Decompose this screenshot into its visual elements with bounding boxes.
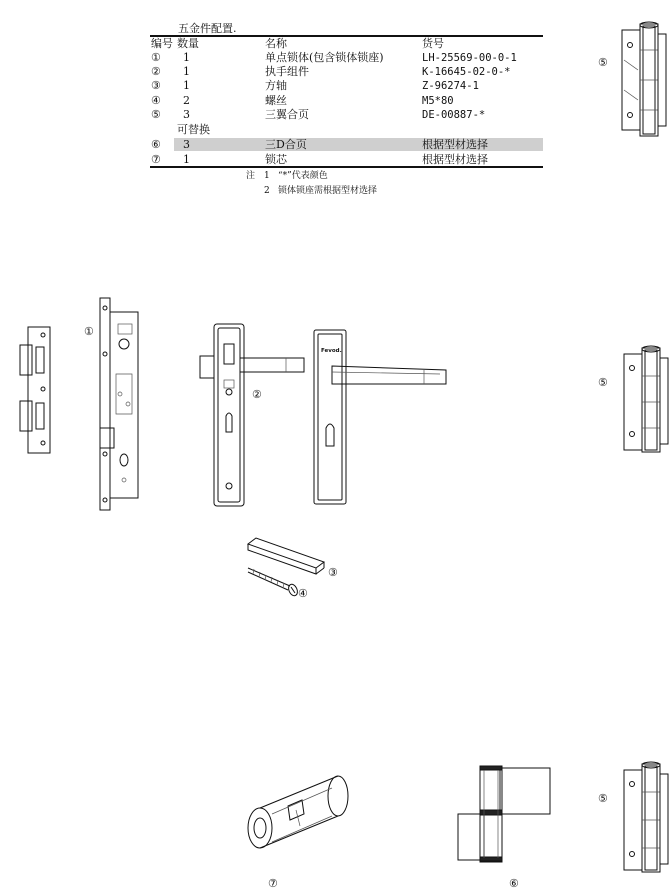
row-num: ② (151, 65, 161, 78)
row-code: DE-00887-* (422, 109, 486, 121)
row-qty: 1 (183, 51, 190, 64)
callout-7: ⑦ (268, 877, 278, 890)
row-name: 三翼合页 (265, 108, 309, 121)
row-num: ① (151, 51, 161, 64)
row-code: LH-25569-00-0-1 (422, 52, 517, 64)
header-name: 名称 (265, 37, 287, 50)
row-name: 执手组件 (265, 65, 309, 78)
row-code: Z-96274-1 (422, 80, 479, 92)
three-wing-hinge-drawing-top (610, 20, 670, 140)
callout-4: ④ (298, 587, 308, 600)
table-bottom-rule (150, 166, 543, 168)
row-num: ⑥ (151, 138, 161, 151)
callout-6: ⑥ (509, 877, 519, 890)
row-code: 根据型材选择 (422, 153, 488, 166)
brand-logo: Fevod. (321, 348, 342, 354)
row-name: 螺丝 (265, 94, 287, 107)
row-name: 锁芯 (265, 153, 287, 166)
row-num: ⑤ (151, 108, 161, 121)
row-num: ⑦ (151, 153, 161, 166)
row-code: 根据型材选择 (422, 138, 488, 151)
table-top-rule (150, 35, 543, 37)
row-qty: 3 (183, 138, 190, 151)
three-wing-hinge-drawing-middle (612, 346, 670, 456)
header-qty: 数量 (177, 37, 199, 50)
header-num: 编号 (151, 37, 173, 50)
note-number: 1 (264, 171, 270, 181)
note-text: 锁体锁座需根据型材选择 (278, 186, 378, 196)
note-number: 2 (264, 186, 270, 196)
callout-1: ① (84, 325, 94, 338)
row-qty: 1 (183, 153, 190, 166)
row-num: ④ (151, 94, 161, 107)
note-text: “*”代表颜色 (278, 171, 328, 181)
callout-3: ③ (328, 566, 338, 579)
note-prefix: 注 (246, 171, 256, 181)
row-name: 方轴 (265, 79, 287, 92)
row-qty: 3 (183, 108, 190, 121)
row-qty: 1 (183, 65, 190, 78)
lock-strike-plate-drawing (12, 325, 54, 455)
screw-drawing (246, 566, 302, 598)
row-name: 单点锁体(包含锁体锁座) (265, 51, 384, 64)
callout-2: ② (252, 388, 262, 401)
table-title: 五金件配置. (178, 22, 237, 35)
callout-5: ⑤ (598, 376, 608, 389)
lock-body-drawing (96, 294, 142, 512)
lock-cylinder-drawing (242, 770, 354, 860)
three-wing-hinge-drawing-bottom (612, 762, 670, 877)
handle-rear-drawing (200, 320, 312, 510)
3d-hinge-drawing (456, 764, 556, 864)
header-code: 货号 (422, 37, 444, 50)
row-code: K-16645-02-0-* (422, 66, 511, 78)
callout-5: ⑤ (598, 56, 608, 69)
row-name: 三D合页 (265, 138, 307, 151)
row-qty: 1 (183, 79, 190, 92)
row-qty: 2 (183, 94, 190, 107)
row-num: ③ (151, 79, 161, 92)
row-code: M5*80 (422, 95, 454, 107)
replace-label: 可替换 (177, 123, 210, 136)
callout-5: ⑤ (598, 792, 608, 805)
